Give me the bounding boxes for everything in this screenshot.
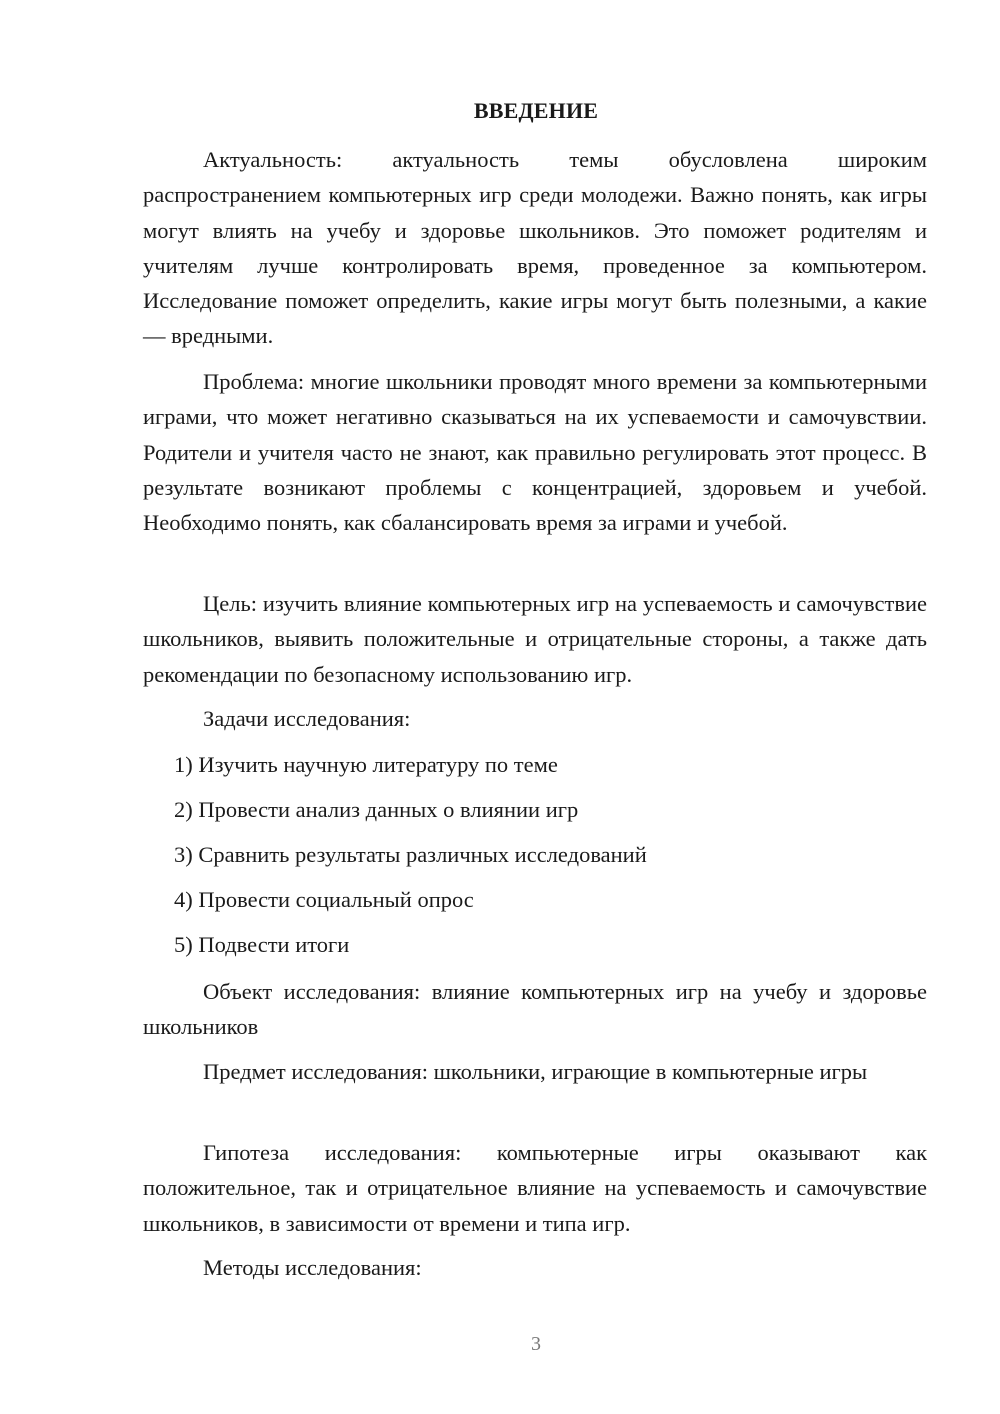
- section-title: ВВЕДЕНИЕ: [473, 98, 599, 123]
- goal-paragraph: Цель: изучить влияние компьютерных игр на успеваемость и самочувствие школьников, выявить положительные и отрицательные стороны, а также дать рекомендации по безопасному использованию игр.: [143, 591, 927, 687]
- page-number: 3: [531, 1333, 541, 1355]
- tasks-heading: Задачи исследования:: [203, 706, 411, 731]
- task-item-5: 5) Подвести итоги: [174, 932, 350, 957]
- methods-heading: Методы исследования:: [203, 1255, 422, 1280]
- task-item-4: 4) Провести социальный опрос: [174, 887, 474, 912]
- task-item-1: 1) Изучить научную литературу по теме: [174, 752, 558, 777]
- relevance-paragraph: Актуальность: актуальность темы обусловлена широким распространением компьютерных игр среди молодежи. Важно понять, как игры могут влиять на учебу и здоровье школьников. Это поможет родителям и учителям лучше контролировать время, проведенное за компьютером. Исследование поможет определить, какие игры могут быть полезными, а какие — вредными.: [143, 147, 927, 349]
- problem-paragraph: Проблема: многие школьники проводят много времени за компьютерными играми, что может негативно сказываться на их успеваемости и самочувствии. Родители и учителя часто не знают, как правильно регулировать этот процесс. В результате возникают проблемы с концентрацией, здоровьем и учебой. Необходимо понять, как сбалансировать время за играми и учебой.: [143, 369, 927, 536]
- object-paragraph: Объект исследования: влияние компьютерных игр на учебу и здоровье школьников: [143, 979, 927, 1040]
- subject-paragraph: Предмет исследования: школьники, играющие в компьютерные игры: [203, 1059, 868, 1084]
- task-item-2: 2) Провести анализ данных о влиянии игр: [174, 797, 579, 822]
- task-item-3: 3) Сравнить результаты различных исследований: [174, 842, 647, 867]
- hypothesis-paragraph: Гипотеза исследования: компьютерные игры оказывают как положительное, так и отрицательное влияние на успеваемость и самочувствие школьников, в зависимости от времени и типа игр.: [143, 1140, 927, 1236]
